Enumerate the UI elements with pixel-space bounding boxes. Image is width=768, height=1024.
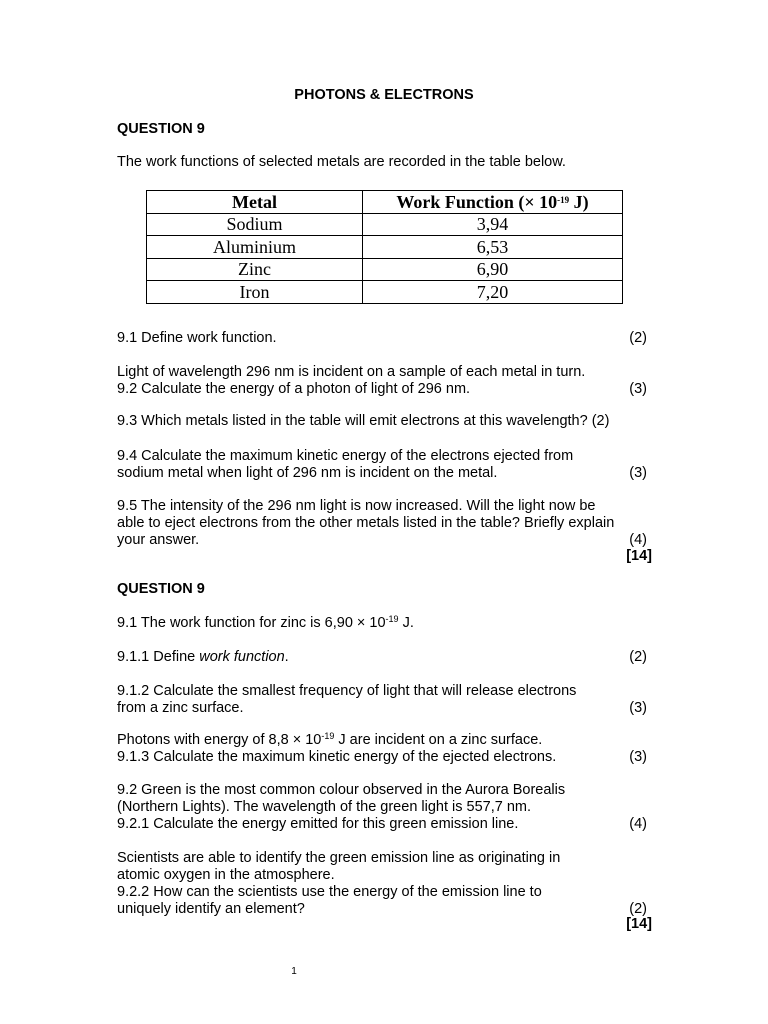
question-9-2-2: Scientists are able to identify the green emission line as originating in atomic oxygen in the atmosphere. 9.2.2 How can the scientists use the energy of the emission line to uniquely identify an element? (2) bbox=[117, 850, 647, 917]
question-heading-2: QUESTION 9 bbox=[117, 581, 205, 597]
metal-cell: Sodium bbox=[147, 213, 363, 236]
question-heading-1: QUESTION 9 bbox=[117, 121, 205, 137]
question-9-2: Light of wavelength 296 nm is incident on a sample of each metal in turn. 9.2 Calculate the energy of a photon of light of 296 nm. (3) bbox=[117, 364, 647, 397]
question-9-1: 9.1 Define work function. (2) bbox=[117, 330, 647, 346]
value-cell: 7,20 bbox=[363, 281, 623, 304]
col-header-work-function: Work Function (× $10^{-19}$ J) bbox=[363, 191, 623, 214]
table-row bbox=[147, 213, 623, 236]
page-title: PHOTONS & ELECTRONS bbox=[294, 87, 474, 103]
question-9-1-3: Photons with energy of $8,8 \times 10^{-19}$ J are incident on a zinc surface. 9.1.3 Calculate the maximum kinetic energy of the ejected electrons. (3) bbox=[117, 731, 647, 765]
question-9-3: 9.3 Which metals listed in the table will emit electrons at this wavelength? (2) bbox=[117, 413, 610, 429]
table-header-row bbox=[147, 191, 623, 214]
table-row bbox=[147, 258, 623, 281]
col-header-metal: Metal bbox=[147, 191, 363, 214]
work-function-table bbox=[146, 190, 623, 304]
question-9-1-2: 9.1.2 Calculate the smallest frequency of light that will release electrons from a zinc surface. (3) bbox=[117, 683, 647, 716]
page-number: 1 bbox=[291, 966, 297, 977]
value-cell: 3,94 bbox=[363, 213, 623, 236]
question-9-4: 9.4 Calculate the maximum kinetic energy of the electrons ejected from sodium metal when light of 296 nm is incident on the metal. (3) bbox=[117, 448, 647, 481]
question-2-9-2: 9.2 Green is the most common colour observed in the Aurora Borealis (Northern Lights). The wavelength of the green light is 557,7 nm. 9.2.1 Calculate the energy emitted for this green emission line. (4) bbox=[117, 782, 647, 832]
metal-cell: Zinc bbox=[147, 258, 363, 281]
total-marks-2: [14] bbox=[626, 916, 652, 932]
value-cell: 6,53 bbox=[363, 236, 623, 259]
question-9-1-1: 9.1.1 Define work function. (2) bbox=[117, 649, 647, 665]
table-intro: The work functions of selected metals are recorded in the table below. bbox=[117, 154, 566, 170]
metal-cell: Aluminium bbox=[147, 236, 363, 259]
table-row bbox=[147, 281, 623, 304]
value-cell: 6,90 bbox=[363, 258, 623, 281]
table-row bbox=[147, 236, 623, 259]
question-9-5: 9.5 The intensity of the 296 nm light is now increased. Will the light now be able to eject electrons from the other metals listed in the table? Briefly explain your answer. (4) bbox=[117, 498, 647, 548]
question-2-9-1: 9.1 The work function for zinc is $6,90 \times 10^{-19}$ J. bbox=[117, 614, 414, 631]
total-marks-1: [14] bbox=[626, 548, 652, 564]
metal-cell: Iron bbox=[147, 281, 363, 304]
